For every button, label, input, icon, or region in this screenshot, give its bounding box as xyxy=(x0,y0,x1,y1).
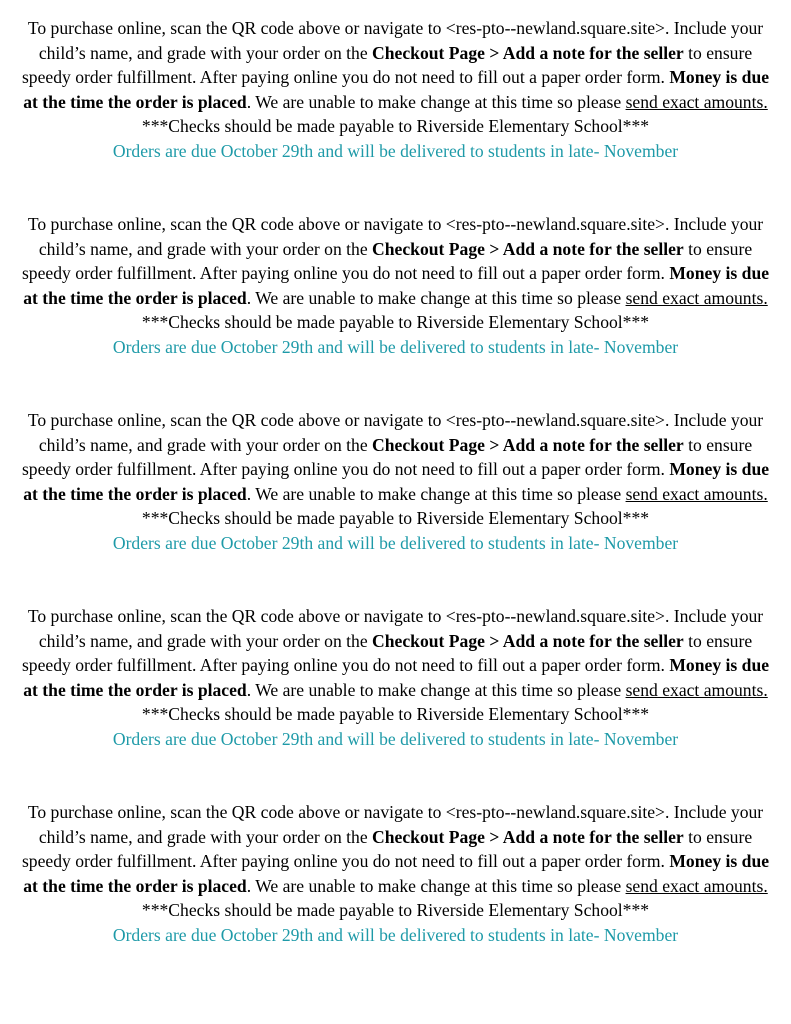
instruction-text: To purchase online, scan the QR code above or navigate to <res-pto--newland.square.site>. Include your child’s name, and grade with your order on the xyxy=(27,214,764,259)
payment-due-emphasis: Money is due at the time the order is placed xyxy=(23,263,770,308)
instruction-text: To purchase online, scan the QR code above or navigate to <res-pto--newland.square.site>. Include your child’s name, and grade with your order on the xyxy=(27,606,764,651)
notice-instructions xyxy=(20,800,771,898)
checks-payable-line: ***Checks should be made payable to Riverside Elementary School*** xyxy=(141,704,650,725)
order-due-date-line: Orders are due October 29th and will be delivered to students in late- November xyxy=(112,924,679,945)
notice-block-2 xyxy=(20,212,771,360)
checks-payable-line: ***Checks should be made payable to Riverside Elementary School*** xyxy=(141,508,650,529)
payment-due-emphasis: Money is due at the time the order is placed xyxy=(23,655,770,700)
instruction-text: to ensure speedy order fulfillment. After paying online you do not need to fill out a paper order form. xyxy=(21,434,753,480)
notice-instructions xyxy=(20,212,771,310)
instruction-text: . We are unable to make change at this time so please xyxy=(246,91,626,112)
checkout-note-emphasis: Checkout Page > Add a note for the seller xyxy=(372,434,684,455)
exact-amounts-emphasis: send exact amounts. xyxy=(625,875,768,896)
instruction-text: to ensure speedy order fulfillment. After paying online you do not need to fill out a paper order form. xyxy=(21,630,753,676)
order-due-date-line: Orders are due October 29th and will be delivered to students in late- November xyxy=(112,728,679,749)
notice-block-5 xyxy=(20,800,771,948)
exact-amounts-emphasis: send exact amounts. xyxy=(625,287,768,308)
instruction-text: to ensure speedy order fulfillment. After paying online you do not need to fill out a paper order form. xyxy=(21,42,753,88)
exact-amounts-emphasis: send exact amounts. xyxy=(625,483,768,504)
instruction-text: . We are unable to make change at this time so please xyxy=(246,287,626,308)
payment-due-emphasis: Money is due at the time the order is placed xyxy=(23,851,770,896)
notice-block-3 xyxy=(20,408,771,556)
instruction-text: . We are unable to make change at this time so please xyxy=(246,679,626,700)
instruction-text: . We are unable to make change at this time so please xyxy=(246,483,626,504)
order-due-date-line: Orders are due October 29th and will be delivered to students in late- November xyxy=(112,532,679,553)
checks-payable-line: ***Checks should be made payable to Riverside Elementary School*** xyxy=(141,116,650,137)
checks-payable-line: ***Checks should be made payable to Riverside Elementary School*** xyxy=(141,900,650,921)
notice-instructions xyxy=(20,408,771,506)
order-due-date-line: Orders are due October 29th and will be delivered to students in late- November xyxy=(112,336,679,357)
checkout-note-emphasis: Checkout Page > Add a note for the seller xyxy=(372,238,684,259)
notice-block-4 xyxy=(20,604,771,752)
instruction-text: To purchase online, scan the QR code above or navigate to <res-pto--newland.square.site>. Include your child’s name, and grade with your order on the xyxy=(27,410,764,455)
exact-amounts-emphasis: send exact amounts. xyxy=(625,91,768,112)
exact-amounts-emphasis: send exact amounts. xyxy=(625,679,768,700)
instruction-text: To purchase online, scan the QR code above or navigate to <res-pto--newland.square.site>. Include your child’s name, and grade with your order on the xyxy=(27,802,764,847)
instruction-text: To purchase online, scan the QR code above or navigate to <res-pto--newland.square.site>. Include your child’s name, and grade with your order on the xyxy=(27,18,764,63)
checkout-note-emphasis: Checkout Page > Add a note for the seller xyxy=(372,826,684,847)
payment-due-emphasis: Money is due at the time the order is placed xyxy=(23,67,770,112)
checkout-note-emphasis: Checkout Page > Add a note for the seller xyxy=(372,42,684,63)
instruction-text: to ensure speedy order fulfillment. After paying online you do not need to fill out a paper order form. xyxy=(21,826,753,872)
instruction-text: to ensure speedy order fulfillment. After paying online you do not need to fill out a paper order form. xyxy=(21,238,753,284)
notice-block-1 xyxy=(20,16,771,164)
order-due-date-line: Orders are due October 29th and will be delivered to students in late- November xyxy=(112,140,679,161)
checkout-note-emphasis: Checkout Page > Add a note for the seller xyxy=(372,630,684,651)
payment-due-emphasis: Money is due at the time the order is placed xyxy=(23,459,770,504)
notice-instructions xyxy=(20,16,771,114)
checks-payable-line: ***Checks should be made payable to Riverside Elementary School*** xyxy=(141,312,650,333)
instruction-text: . We are unable to make change at this time so please xyxy=(246,875,626,896)
notice-instructions xyxy=(20,604,771,702)
